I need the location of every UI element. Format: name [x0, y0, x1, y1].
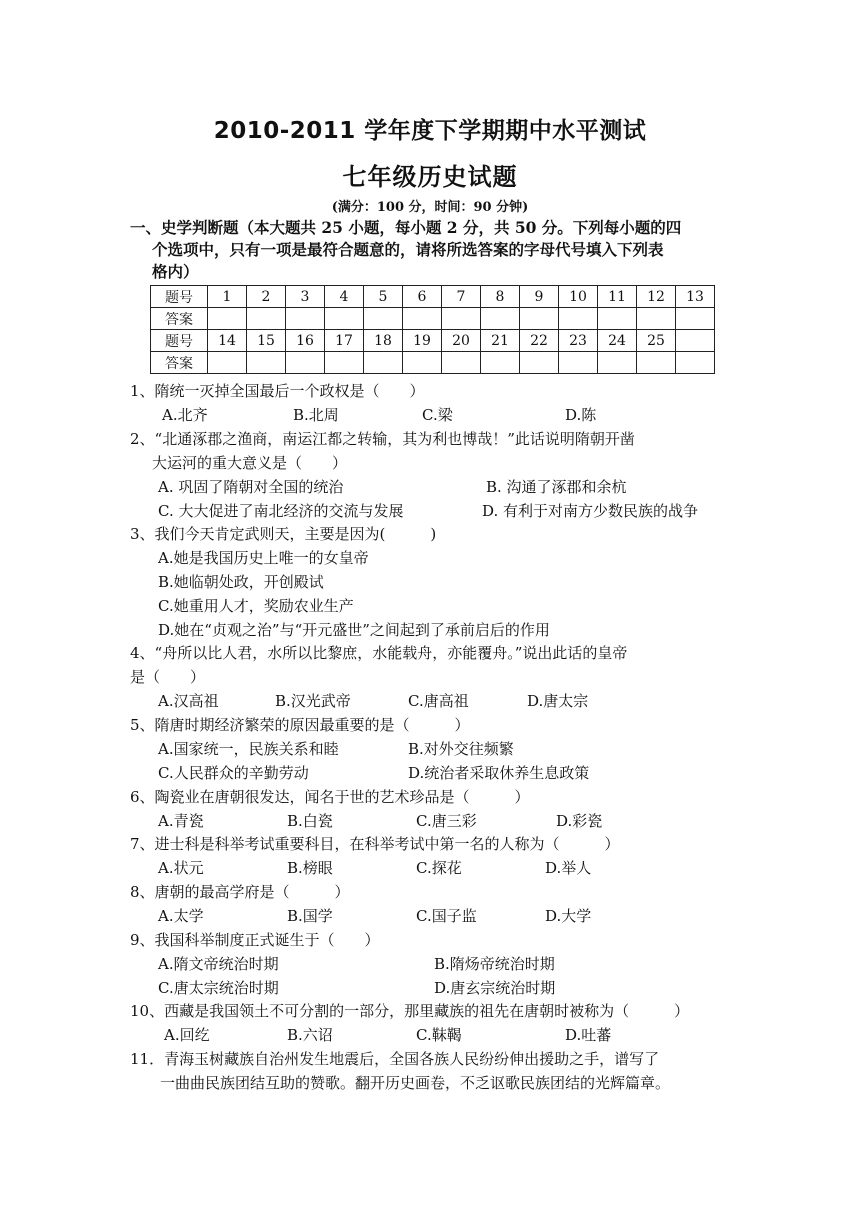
question-4-option-b: B.汉光武帝 [275, 692, 351, 710]
question-11-stem-line-2: 一曲曲民族团结互助的赞歌。翻开历史画卷，不乏讴歌民族团结的光辉篇章。 [160, 1074, 671, 1092]
question-8-option-d: D.大学 [545, 907, 592, 925]
table-cell: 25 [637, 330, 676, 352]
question-3-option-b: B.她临朝处政，开创殿试 [158, 573, 324, 591]
table-cell: 22 [520, 330, 559, 352]
answer-table-number-row-2 [151, 330, 715, 352]
question-5-option-a: A.国家统一，民族关系和睦 [158, 740, 339, 758]
table-cell: 15 [247, 330, 286, 352]
answer-cell[interactable] [208, 308, 247, 330]
answer-cell[interactable] [676, 352, 715, 374]
exam-title: 2010-2011 学年度下学期期中水平测试 [213, 118, 647, 144]
answer-table-answer-row-1 [151, 308, 715, 330]
question-7-stem: 7、进士科是科举考试重要科目，在科举考试中第一名的人称为（ ） [130, 835, 620, 853]
question-10-stem: 10、西藏是我国领土不可分割的一部分，那里藏族的祖先在唐朝时被称为（ ） [130, 1002, 690, 1020]
answer-cell[interactable] [247, 308, 286, 330]
question-9-option-d: D.唐玄宗统治时期 [434, 979, 556, 997]
table-cell: 3 [286, 286, 325, 308]
question-1-option-c: C.梁 [422, 406, 453, 424]
question-10-option-a: A.回纥 [164, 1026, 210, 1044]
section-1-line-2: 个选项中，只有一项是最符合题意的，请将所选答案的字母代号填入下列表 [152, 240, 664, 259]
question-1-stem: 1、隋统一灭掉全国最后一个政权是（ ） [130, 382, 425, 400]
question-5-option-d: D.统治者采取休养生息政策 [408, 764, 590, 782]
question-1-option-a: A.北齐 [162, 406, 208, 424]
question-2-stem-line-1: 2、“北通涿郡之渔商，南运江都之转输，其为利也博哉！”此话说明隋朝开凿 [130, 430, 635, 448]
table-cell: 11 [598, 286, 637, 308]
answer-cell[interactable] [520, 308, 559, 330]
row-label-number: 题号 [151, 286, 208, 308]
section-1-line-1: 一、史学判断题（本大题共 25 小题，每小题 2 分，共 50 分。下列每小题的四 [130, 218, 682, 237]
question-4-stem-line-1: 4、“舟所以比人君，水所以比黎庶，水能载舟，亦能覆舟。”说出此话的皇帝 [130, 644, 628, 662]
section-1-instructions [130, 217, 740, 283]
question-6-stem: 6、陶瓷业在唐朝很发达，闻名于世的艺术珍品是（ ） [130, 788, 530, 806]
question-4-option-c: C.唐高祖 [408, 692, 469, 710]
table-cell: 20 [442, 330, 481, 352]
question-7-option-b: B.榜眼 [287, 859, 333, 877]
row-label-number: 题号 [151, 330, 208, 352]
exam-subtitle: 七年级历史试题 [342, 163, 518, 191]
table-cell: 5 [364, 286, 403, 308]
question-3-stem: 3、我们今天肯定武则天，主要是因为( ) [130, 525, 437, 543]
table-cell: 7 [442, 286, 481, 308]
question-9-stem: 9、我国科举制度正式诞生于（ ） [130, 931, 380, 949]
answer-cell[interactable] [676, 308, 715, 330]
question-6-option-a: A.青瓷 [158, 812, 204, 830]
question-2-option-c: C. 大大促进了南北经济的交流与发展 [158, 502, 404, 520]
answer-table-answer-row-2 [151, 352, 715, 374]
question-3-option-a: A.她是我国历史上唯一的女皇帝 [158, 549, 369, 567]
answer-cell[interactable] [559, 308, 598, 330]
table-cell: 16 [286, 330, 325, 352]
question-8-option-b: B.国学 [287, 907, 333, 925]
answer-cell[interactable] [520, 352, 559, 374]
question-8-stem: 8、唐朝的最高学府是（ ） [130, 883, 350, 901]
answer-cell[interactable] [442, 352, 481, 374]
table-cell [676, 330, 715, 352]
question-2-option-d: D. 有利于对南方少数民族的战争 [482, 502, 699, 520]
answer-cell[interactable] [442, 308, 481, 330]
question-2-stem-line-2: 大运河的重大意义是（ ） [152, 454, 348, 472]
question-6-option-d: D.彩瓷 [556, 812, 603, 830]
question-5-stem: 5、隋唐时期经济繁荣的原因最重要的是（ ） [130, 716, 470, 734]
row-label-answer: 答案 [151, 308, 208, 330]
answer-cell[interactable] [247, 352, 286, 374]
table-cell: 24 [598, 330, 637, 352]
question-4-stem-line-2: 是（ ） [130, 668, 206, 686]
answer-cell[interactable] [403, 352, 442, 374]
answer-cell[interactable] [286, 352, 325, 374]
answer-cell[interactable] [598, 352, 637, 374]
answer-cell[interactable] [325, 352, 364, 374]
table-cell: 1 [208, 286, 247, 308]
answer-cell[interactable] [364, 352, 403, 374]
question-10-option-c: C.靺鞨 [416, 1026, 462, 1044]
table-cell: 8 [481, 286, 520, 308]
question-8-option-c: C.国子监 [416, 907, 477, 925]
question-3-option-d: D.她在“贞观之治”与“开元盛世”之间起到了承前启后的作用 [158, 621, 550, 639]
table-cell: 17 [325, 330, 364, 352]
question-5-option-b: B.对外交往频繁 [408, 740, 514, 758]
table-cell: 18 [364, 330, 403, 352]
table-cell: 6 [403, 286, 442, 308]
answer-cell[interactable] [208, 352, 247, 374]
answer-table [150, 285, 715, 374]
table-cell: 4 [325, 286, 364, 308]
question-2-option-b: B. 沟通了涿郡和余杭 [486, 478, 627, 496]
table-cell: 2 [247, 286, 286, 308]
question-11-stem-line-1: 11．青海玉树藏族自治州发生地震后，全国各族人民纷纷伸出援助之手，谱写了 [130, 1050, 660, 1068]
table-cell: 10 [559, 286, 598, 308]
answer-cell[interactable] [637, 308, 676, 330]
question-2-option-a: A. 巩固了隋朝对全国的统治 [158, 478, 344, 496]
question-8-option-a: A.太学 [158, 907, 204, 925]
answer-cell[interactable] [286, 308, 325, 330]
answer-table-number-row-1 [151, 286, 715, 308]
question-3-option-c: C.她重用人才，奖励农业生产 [158, 597, 354, 615]
question-5-option-c: C.人民群众的辛勤劳动 [158, 764, 309, 782]
question-4-option-d: D.唐太宗 [527, 692, 589, 710]
table-cell: 14 [208, 330, 247, 352]
question-10-option-b: B.六诏 [287, 1026, 333, 1044]
table-cell: 12 [637, 286, 676, 308]
question-9-option-a: A.隋文帝统治时期 [158, 955, 279, 973]
table-cell: 23 [559, 330, 598, 352]
question-7-option-c: C.探花 [416, 859, 462, 877]
question-7-option-a: A.状元 [158, 859, 204, 877]
table-cell: 21 [481, 330, 520, 352]
section-1-line-3: 格内） [152, 262, 199, 281]
table-cell: 19 [403, 330, 442, 352]
row-label-answer: 答案 [151, 352, 208, 374]
answer-cell[interactable] [364, 308, 403, 330]
score-info: (满分：100 分，时间：90 分钟) [331, 200, 529, 215]
answer-cell[interactable] [598, 308, 637, 330]
answer-cell[interactable] [481, 352, 520, 374]
answer-cell[interactable] [403, 308, 442, 330]
answer-cell[interactable] [559, 352, 598, 374]
question-1-option-d: D.陈 [565, 406, 597, 424]
question-6-option-b: B.白瓷 [287, 812, 333, 830]
question-7-option-d: D.举人 [545, 859, 592, 877]
question-1-option-b: B.北周 [293, 406, 339, 424]
question-9-option-c: C.唐太宗统治时期 [158, 979, 279, 997]
table-cell: 9 [520, 286, 559, 308]
answer-cell[interactable] [325, 308, 364, 330]
question-10-option-d: D.吐蕃 [565, 1026, 612, 1044]
answer-cell[interactable] [481, 308, 520, 330]
table-cell: 13 [676, 286, 715, 308]
question-6-option-c: C.唐三彩 [416, 812, 477, 830]
question-9-option-b: B.隋炀帝统治时期 [434, 955, 555, 973]
answer-cell[interactable] [637, 352, 676, 374]
question-4-option-a: A.汉高祖 [158, 692, 219, 710]
